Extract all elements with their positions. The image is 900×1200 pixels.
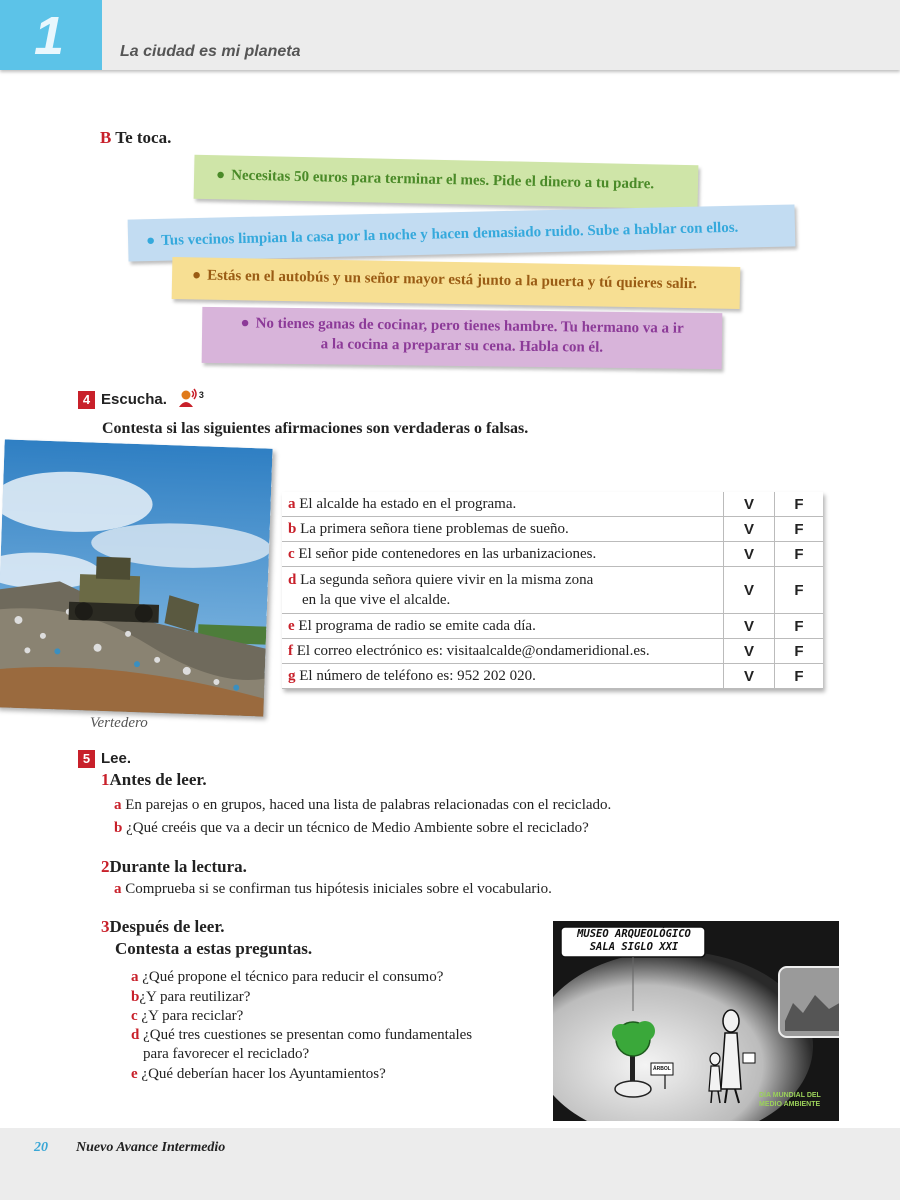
false-option[interactable]: F bbox=[775, 614, 824, 639]
section-b-letter: B bbox=[100, 128, 112, 147]
row-letter: g bbox=[288, 668, 296, 684]
tree-plaque: ÁRBOL bbox=[653, 1066, 671, 1072]
item-letter: a bbox=[131, 969, 139, 985]
role-card-text: Estás en el autobús y un señor mayor está junto a la puerta y tú quieres salir. bbox=[207, 267, 698, 293]
role-card-text: Tus vecinos limpian la casa por la noche y hacen demasiado ruido. Sube a hablar con ellos. bbox=[160, 219, 739, 249]
bullet-icon: ● bbox=[145, 232, 156, 250]
item-text: En parejas o en grupos, haced una lista de palabras relacionadas con el reciclado. bbox=[125, 797, 612, 813]
unit-title: La ciudad es mi planeta bbox=[120, 43, 301, 60]
statement-text: El señor pide contenedores en las urbanizaciones. bbox=[298, 546, 597, 562]
part-number: 2 bbox=[101, 857, 110, 876]
list-item bbox=[114, 881, 552, 898]
true-option[interactable]: V bbox=[724, 492, 775, 517]
landfill-photo bbox=[0, 439, 273, 716]
table-row bbox=[282, 517, 823, 542]
page-number: 20 bbox=[34, 1140, 48, 1155]
false-option[interactable]: F bbox=[775, 492, 824, 517]
true-false-table bbox=[282, 492, 823, 689]
true-option[interactable]: V bbox=[724, 567, 775, 614]
list-item-continuation: para favorecer el reciclado? bbox=[143, 1046, 310, 1062]
exercise-4-number: 4 bbox=[78, 391, 95, 409]
exercise-4-heading bbox=[78, 388, 204, 413]
list-item bbox=[114, 797, 611, 814]
book-title: Nuevo Avance Intermedio bbox=[76, 1140, 226, 1155]
exercise-5-number: 5 bbox=[78, 750, 95, 768]
item-letter: b bbox=[114, 820, 123, 836]
role-card-text: No tienes ganas de cocinar, pero tienes hambre. Tu hermano va a ir bbox=[255, 315, 684, 337]
statement-text: El programa de radio se emite cada día. bbox=[298, 618, 536, 634]
note-line1: DÍA MUNDIAL DEL bbox=[759, 1092, 821, 1099]
role-card-blue bbox=[128, 204, 796, 261]
true-option[interactable]: V bbox=[724, 517, 775, 542]
item-text: ¿Qué deberían hacer los Ayuntamientos? bbox=[141, 1066, 386, 1082]
role-card-orange bbox=[172, 257, 741, 309]
statement-text-line2: en la que vive el alcalde. bbox=[302, 592, 451, 608]
statement-text: El alcalde ha estado en el programa. bbox=[299, 496, 517, 512]
false-option[interactable]: F bbox=[775, 567, 824, 614]
row-letter: f bbox=[288, 643, 293, 659]
true-option[interactable]: V bbox=[724, 639, 775, 664]
table-row bbox=[282, 567, 823, 614]
role-card-green bbox=[194, 155, 699, 210]
exercise-5-title: Lee. bbox=[101, 750, 132, 767]
museum-cartoon bbox=[553, 921, 839, 1121]
list-item bbox=[131, 989, 250, 1006]
table-row bbox=[282, 639, 823, 664]
part-title: Antes de leer. bbox=[109, 770, 207, 789]
part-3-subtitle: Contesta a estas preguntas. bbox=[115, 939, 313, 958]
photo-caption: Vertedero bbox=[90, 715, 148, 731]
statement-text: La primera señora tiene problemas de sueño. bbox=[300, 521, 569, 537]
bullet-icon: ● bbox=[191, 267, 202, 284]
item-letter: c bbox=[131, 1008, 138, 1024]
row-letter: d bbox=[288, 572, 297, 588]
statement-text: El número de teléfono es: 952 202 020. bbox=[299, 668, 536, 684]
environment-day-note bbox=[759, 1091, 839, 1109]
list-item bbox=[114, 820, 589, 837]
exercise-5-heading bbox=[78, 750, 131, 768]
part-title: Durante la lectura. bbox=[109, 857, 247, 876]
false-option[interactable]: F bbox=[775, 517, 824, 542]
part-number: 3 bbox=[101, 917, 110, 936]
item-letter: d bbox=[131, 1027, 140, 1043]
section-b-title: Te toca. bbox=[115, 128, 172, 147]
false-option[interactable]: F bbox=[775, 664, 824, 689]
listening-icon bbox=[177, 388, 199, 413]
bullet-icon: ● bbox=[240, 315, 250, 332]
section-b-heading bbox=[100, 128, 171, 148]
table-row bbox=[282, 614, 823, 639]
part-1-heading bbox=[101, 770, 207, 790]
statement-text: El correo electrónico es: visitaalcalde@ondameridional.es. bbox=[296, 643, 650, 659]
museum-sign-line1: MUSEO ARQUEOLÓGICO bbox=[577, 928, 691, 940]
item-letter: b bbox=[131, 989, 140, 1005]
row-letter: c bbox=[288, 546, 295, 562]
museum-sign bbox=[567, 928, 701, 954]
item-text: ¿Qué propone el técnico para reducir el consumo? bbox=[142, 969, 444, 985]
item-text: ¿Y para reciclar? bbox=[141, 1008, 244, 1024]
museum-sign-line2: SALA SIGLO XXI bbox=[589, 941, 679, 953]
item-letter: e bbox=[131, 1066, 138, 1082]
unit-number: 1 bbox=[34, 6, 65, 66]
role-card-text: Necesitas 50 euros para terminar el mes. Pide el dinero a tu padre. bbox=[230, 167, 655, 193]
part-number: 1 bbox=[101, 770, 110, 789]
item-text: Comprueba si se confirman tus hipótesis iniciales sobre el vocabulario. bbox=[125, 881, 552, 897]
false-option[interactable]: F bbox=[775, 542, 824, 567]
list-item bbox=[131, 1066, 386, 1083]
item-text: ¿Y para reutilizar? bbox=[139, 989, 251, 1005]
track-number: 3 bbox=[198, 389, 204, 400]
part-title: Después de leer. bbox=[109, 917, 225, 936]
list-item bbox=[131, 1008, 243, 1025]
bullet-icon: ● bbox=[215, 167, 226, 184]
true-option[interactable]: V bbox=[724, 614, 775, 639]
part-3-heading bbox=[101, 917, 225, 937]
false-option[interactable]: F bbox=[775, 639, 824, 664]
table-row bbox=[282, 664, 823, 689]
part-2-heading bbox=[101, 857, 247, 877]
list-item bbox=[131, 969, 443, 986]
list-item bbox=[131, 1027, 472, 1044]
role-card-purple bbox=[202, 307, 723, 369]
item-letter: a bbox=[114, 797, 122, 813]
table-row bbox=[282, 542, 823, 567]
note-line2: MEDIO AMBIENTE bbox=[759, 1101, 821, 1108]
table-row bbox=[282, 492, 823, 517]
item-letter: a bbox=[114, 881, 122, 897]
item-text: ¿Qué tres cuestiones se presentan como fundamentales bbox=[143, 1027, 473, 1043]
true-option[interactable]: V bbox=[724, 664, 775, 689]
role-card-text-line2: a la cocina a preparar su cena. Habla con él. bbox=[320, 336, 604, 356]
row-letter: b bbox=[288, 521, 297, 537]
row-letter: e bbox=[288, 618, 295, 634]
row-letter: a bbox=[288, 496, 296, 512]
statement-text: La segunda señora quiere vivir en la misma zona bbox=[300, 572, 594, 588]
footer-bar bbox=[0, 1128, 900, 1200]
true-option[interactable]: V bbox=[724, 542, 775, 567]
item-text: ¿Qué creéis que va a decir un técnico de Medio Ambiente sobre el reciclado? bbox=[126, 820, 589, 836]
exercise-4-instruction: Contesta si las siguientes afirmaciones son verdaderas o falsas. bbox=[102, 420, 529, 437]
exercise-4-title: Escucha. bbox=[101, 391, 167, 409]
